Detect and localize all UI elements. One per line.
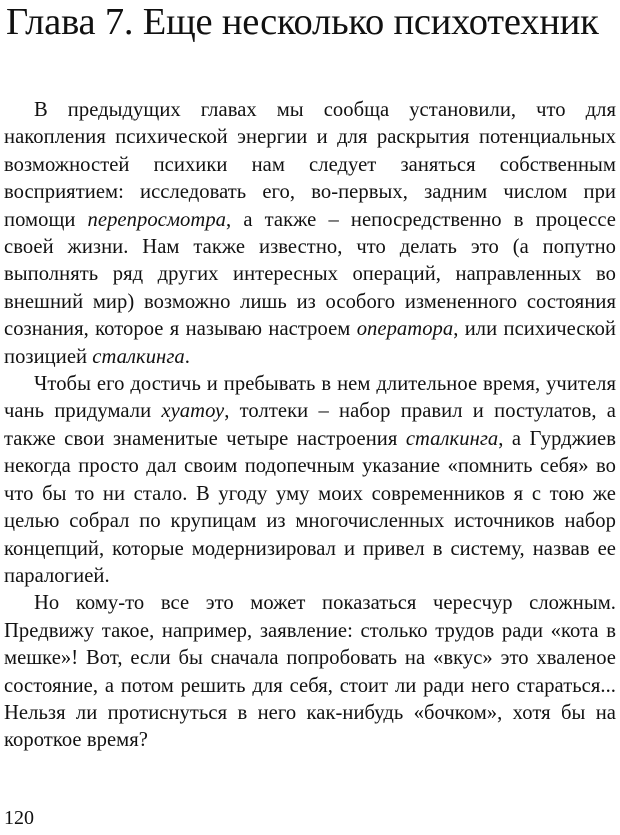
- paragraph-1: [4, 97, 616, 371]
- page-number: 120: [4, 807, 34, 829]
- italic-term: оператора: [356, 318, 454, 341]
- paragraph-2: [4, 371, 616, 590]
- paragraph-text: , толтеки – набор правил и постулатов, а также свои знаменитые четыре настроения: [4, 400, 616, 450]
- paragraph-text: , или психической позицией: [4, 318, 616, 368]
- italic-term: перепросмотра: [87, 208, 227, 231]
- paragraph-text: , а Гурджиев некогда просто дал своим подопечным указание «помнить себя» во что бы то ни стало. В угоду уму моих современников я с тою же целью собрал по крупицам из многочисленных источников набор концепций, которые модернизировал и привел в систему, назвав ее паралогией.: [4, 427, 616, 587]
- paragraph-text: Чтобы его достичь и пребывать в нем длительное время, учителя чань придумали: [4, 373, 616, 423]
- body-text: [4, 97, 616, 755]
- chapter-title: Глава 7. Еще несколько психотехник: [6, 1, 599, 43]
- paragraph-text: .: [184, 345, 190, 368]
- italic-term: сталкинга: [92, 345, 185, 368]
- paragraph-text: В предыдущих главах мы сообща установили, что для накопления психической энергии и для раскрытия потенциальных возможностей психики нам следует заняться собственным восприятием: исследовать его, во-первых, задним числом при помощи: [4, 99, 616, 231]
- italic-term: хуатоу: [161, 400, 225, 423]
- italic-term: сталкинга: [405, 427, 499, 450]
- paragraph-3: [4, 590, 616, 754]
- paragraph-text: , а также – непосредственно в процессе своей жизни. Нам также известно, что делать это (а попутно выполнять ряд других интересных операций, направленных во внешний мир) возможно лишь из особого измененного состояния сознания, которое я называю настроем: [4, 208, 616, 341]
- paragraph-text: Но кому-то все это может показаться чересчур сложным. Предвижу такое, например, заявление: столько трудов ради «кота в мешке»! Вот, если бы сначала попробовать на «вкус» это хваленое состояние, а потом решить для себя, стоит ли ради него стараться... Нельзя ли протиснуться в него как-нибудь «бочком», хотя бы на короткое время?: [4, 592, 616, 752]
